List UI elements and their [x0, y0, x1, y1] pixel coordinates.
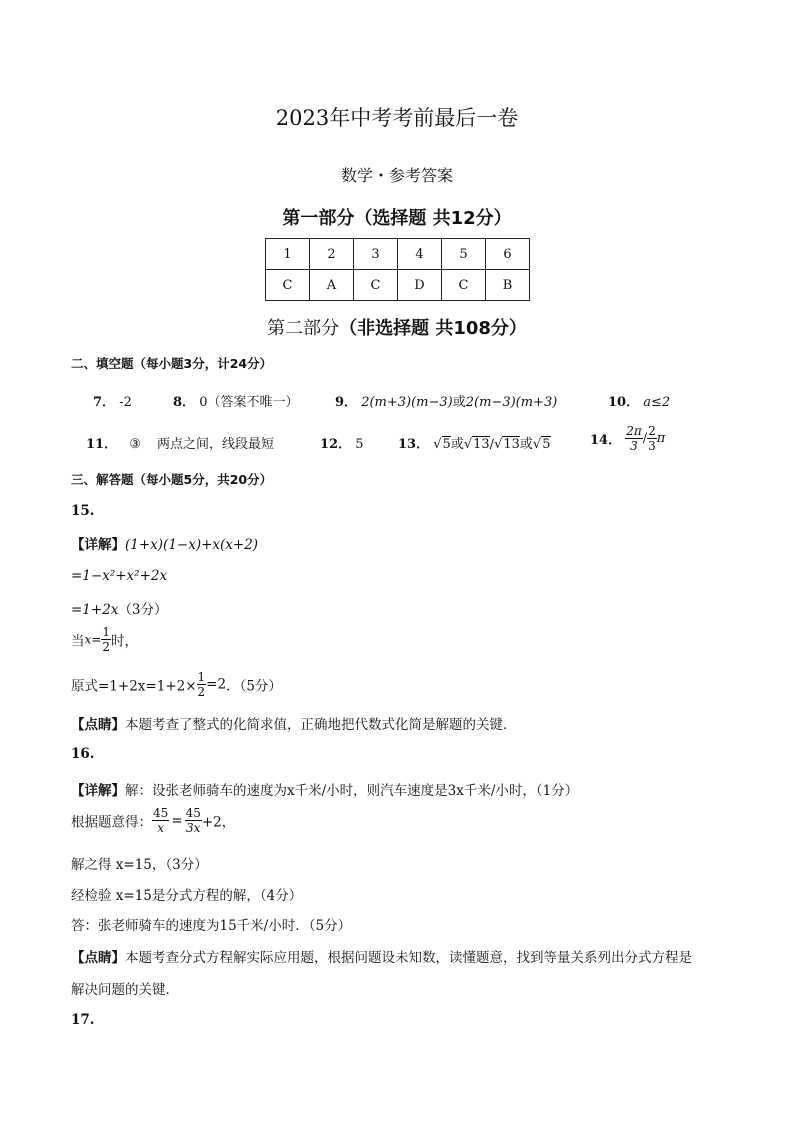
question-16-number: 16. — [71, 746, 95, 762]
question-number: 14． — [590, 433, 622, 448]
answer-9 — [335, 391, 557, 410]
q15-comment: 【点睛】本题考查了整式的化简求值，正确地把代数式化简是解题的关键． — [71, 717, 517, 733]
q16-comment-1: 【点睛】本题考查分式方程解实际应用题，根据问题设未知数，读懂题意，找到等量关系列出分式方程是 — [71, 950, 692, 966]
answer-cell: C — [266, 270, 310, 301]
page-subtitle: 数学・参考答案 — [340, 166, 453, 185]
slash: / — [642, 431, 648, 446]
question-number: 12． — [320, 437, 352, 452]
question-number: 10． — [608, 395, 640, 410]
fraction: $\frac{1}{2}$ — [102, 625, 110, 654]
detail-tag: 【详解】 — [71, 783, 125, 799]
answer-table-answer-row — [266, 270, 530, 301]
radicand: 5 — [442, 437, 451, 452]
answer-14 — [590, 424, 665, 453]
radicand: 5 — [542, 437, 551, 452]
answer-table-number-row — [266, 239, 530, 270]
question-number: 11． — [86, 437, 118, 452]
fraction: $\frac{2}{3}$ — [648, 424, 656, 453]
answer-cell: C — [442, 270, 486, 301]
pi-symbol: π — [656, 431, 666, 446]
answer-value: 0（答案不唯一） — [199, 395, 299, 410]
answer-cell: A — [310, 270, 354, 301]
q16-step-4: 经检验 x=15是分式方程的解，（4分） — [71, 888, 303, 904]
q15-step-3: =1+2x（3分） — [71, 602, 168, 618]
answer-value: 2(m+3)(m−3) — [361, 395, 453, 410]
q15-step-5: 原式=1+2x=1+2× $\frac{1}{2}$ =2．（5分） — [71, 670, 282, 699]
fraction: $\frac{1}{2}$ — [197, 670, 206, 699]
part2-heading — [0, 314, 794, 340]
answer-value: -2 — [119, 395, 132, 410]
q15-step-4: 当x= $\frac{1}{2}$ 时， — [71, 625, 138, 654]
question-number-cell: 3 — [354, 239, 398, 270]
question-17-number: 17. — [71, 1012, 95, 1028]
answer-cell: C — [354, 270, 398, 301]
q16-step-3: 解之得 x=15，（3分） — [71, 857, 208, 873]
answer-13: 13． √5或√13/√13或√5 — [398, 437, 551, 452]
q15-detail — [71, 533, 258, 553]
question-number-cell: 1 — [266, 239, 310, 270]
answer-value: 5 — [355, 437, 364, 452]
answer-cell: B — [486, 270, 530, 301]
q16-comment-2: 解决问题的关键． — [71, 982, 179, 998]
fraction: $\frac{2\pi}{3}$ — [626, 424, 642, 453]
answer-10 — [608, 391, 670, 410]
answer-value: a≤2 — [643, 395, 671, 410]
part2-heading-main: 第二部分 — [267, 318, 340, 339]
or-word: 或 — [519, 437, 533, 452]
question-number-cell: 6 — [486, 239, 530, 270]
fraction: $\frac{45}{3x}$ — [185, 806, 201, 835]
question-number: 7． — [93, 395, 116, 410]
question-number: 8． — [173, 395, 196, 410]
question-number: 13． — [398, 437, 430, 452]
fill-section-heading: 二、填空题（每小题3分，计24分） — [71, 356, 273, 371]
answer-cell: D — [398, 270, 442, 301]
answer-value: 2(m−3)(m+3) — [465, 395, 558, 410]
q16-step-5: 答：张老师骑车的速度为15千米/小时．（5分） — [71, 918, 352, 934]
page-title: 2023年中考考前最后一卷 — [275, 106, 519, 130]
answer-12 — [320, 433, 364, 452]
radicand: 13 — [503, 437, 520, 452]
detail-tag: 【详解】 — [71, 537, 125, 553]
comment-tag: 【点睛】 — [71, 950, 125, 966]
answer-table — [265, 238, 530, 301]
question-number-cell: 4 — [398, 239, 442, 270]
q15-step-2: =1−x²+x²+2x — [71, 568, 168, 584]
answer-7 — [93, 391, 132, 410]
answer-8 — [173, 391, 298, 410]
expression: (1+x)(1−x)+x(x+2) — [125, 537, 259, 553]
fraction: $\frac{45}{x}$ — [153, 806, 169, 835]
question-number-cell: 2 — [310, 239, 354, 270]
answer-11 — [86, 433, 274, 452]
radicand: 13 — [473, 437, 490, 452]
or-word: 或 — [452, 395, 466, 410]
question-number: 9． — [335, 395, 358, 410]
solve-section-heading: 三、解答题（每小题5分，共20分） — [71, 472, 273, 487]
answer-value: ③ — [129, 437, 141, 452]
answer-value: 两点之间，线段最短 — [157, 437, 275, 452]
or-word: 或 — [450, 437, 464, 452]
part1-heading: 第一部分（选择题 共12分） — [282, 208, 512, 229]
comment-tag: 【点睛】 — [71, 717, 125, 733]
slash: / — [489, 437, 495, 452]
q16-step-2: 根据题意得： $\frac{45}{x}$ = $\frac{45}{3x}$ +2， — [71, 806, 236, 835]
q16-step-1: 【详解】解：设张老师骑车的速度为x千米/小时，则汽车速度是3x千米/小时，（1分） — [71, 783, 579, 799]
question-number-cell: 5 — [442, 239, 486, 270]
question-15-number: 15. — [71, 503, 95, 519]
part2-heading-sub: （非选择题 共108分） — [339, 318, 527, 339]
